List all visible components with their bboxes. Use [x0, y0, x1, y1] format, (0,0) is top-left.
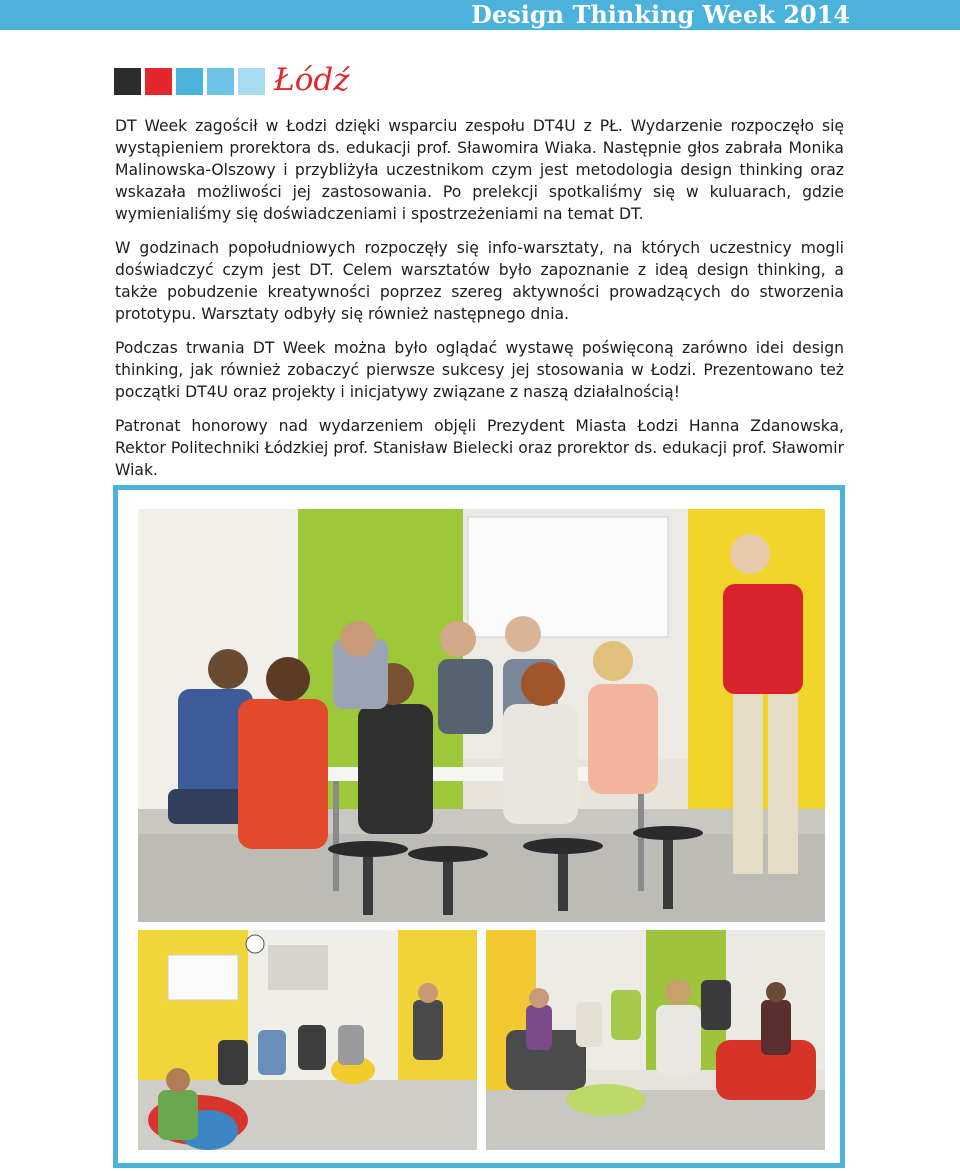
workshop-table-photo	[138, 509, 825, 922]
photo-frame	[113, 485, 845, 1168]
article-body	[115, 115, 844, 493]
section-title: Łódź	[274, 62, 350, 98]
square-pale-blue	[238, 68, 265, 95]
paragraph: DT Week zagościł w Łodzi dzięki wsparciu zespołu DT4U z PŁ. Wydarzenie rozpoczęło się wystąpieniem prorektora ds. edukacji prof. Sławomira Wiaka. Następnie głos zabrała Monika Malinowska-Olszowy i przybliżyła uczestnikom czym jest metodologia design thinking oraz wskazała możliwości jej zastosowania. Po prelekcji spotkaliśmy się w kuluarach, gdzie wymienialiśmy się doświadczeniami i spostrzeżeniami na temat DT.	[115, 117, 844, 223]
header-title: Design Thinking Week 2014	[471, 0, 850, 29]
paragraph: W godzinach popołudniowych rozpoczęły się info-warsztaty, na których uczestnicy mogli doświadczyć czym jest DT. Celem warsztatów było zapoznanie z ideą design thinking, a także pobudzenie kreatywności poprzez szereg aktywności prowadzących do stworzenia prototypu. Warsztaty odbyły się również następnego dnia.	[115, 239, 844, 323]
square-blue	[176, 68, 203, 95]
square-dark	[114, 68, 141, 95]
square-light-blue	[207, 68, 234, 95]
group-sofa-photo	[486, 930, 825, 1150]
paragraph: Podczas trwania DT Week można było oglądać wystawę poświęconą zarówno idei design thinking, jak również zobaczyć pierwsze sukcesy jej stosowania w Łodzi. Prezentowano też początki DT4U oraz projekty i inicjatywy związane z naszą działalnością!	[115, 339, 844, 401]
paragraph: Patronat honorowy nad wydarzeniem objęli Prezydent Miasta Łodzi Hanna Zdanowska, Rektor Politechniki Łódzkiej prof. Stanisław Bielecki oraz prorektor ds. edukacji prof. Sławomir Wiak.	[115, 417, 844, 479]
group-seated-photo	[138, 930, 477, 1150]
color-squares	[114, 68, 265, 95]
square-red	[145, 68, 172, 95]
